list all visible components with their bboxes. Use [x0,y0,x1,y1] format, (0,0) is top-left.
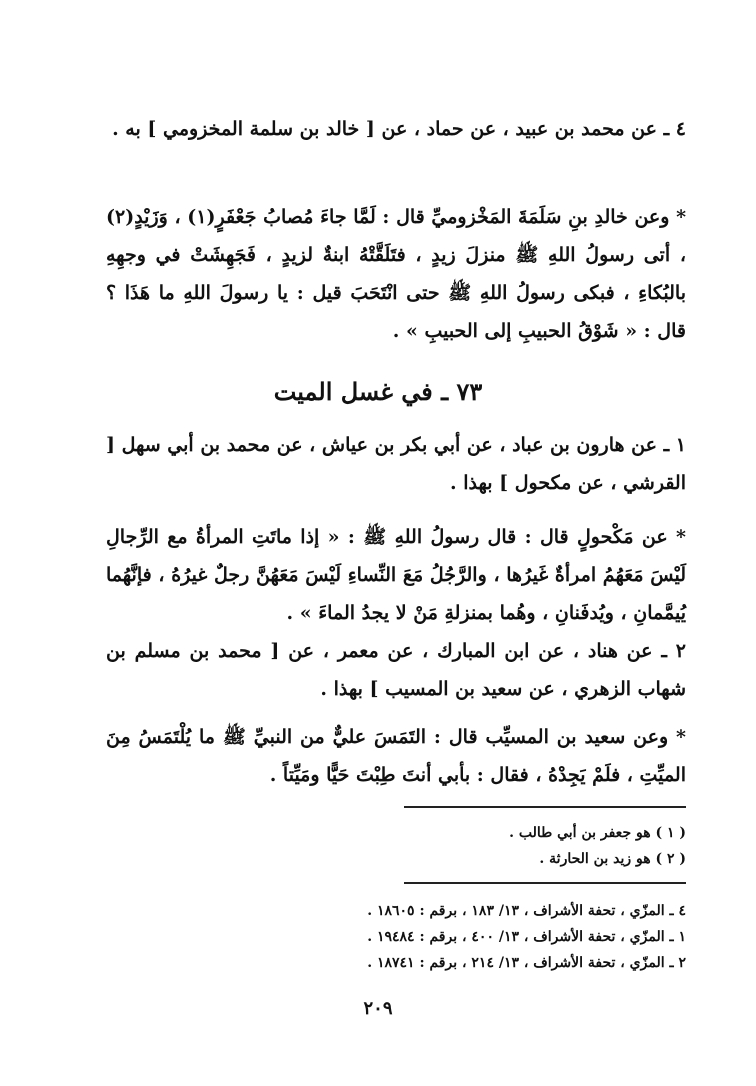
footnote: ( ١ ) هو جعفر بن أبي طالب . [509,825,686,841]
page-number: ٢٠٩ [363,998,393,1019]
footnote-divider [404,806,686,808]
reference-line: ١ ـ المزّي ، تحفة الأشراف ، ١٣/ ٤٠٠ ، برقم : ١٩٤٨٤ . [367,929,686,945]
references-divider [404,882,686,884]
hadith-chain-paragraph: ٤ ـ عن محمد بن عبيد ، عن حماد ، عن [ خالد بن سلمة المخزومي ] به . [112,118,686,140]
footnote: ( ٢ ) هو زيد بن الحارثة . [539,851,686,867]
hadith-chain-paragraph: ١ ـ عن هارون بن عباد ، عن أبي بكر بن عياش ، عن محمد بن أبي سهل [ القرشي ، عن مكحول ] بهذا . [106,434,686,494]
footnotes [106,820,686,872]
hadith-text-paragraph: * عن مَكْحولٍ قال : قال رسولُ اللهِ ﷺ : « إذا ماتَتِ المرأةُ مع الرِّجالِ لَيْسَ مَعَهُمُ امرأةٌ غَيرُها ، والرَّجُلُ مَعَ النِّساءِ لَيْسَ مَعَهُنَّ رجلٌ غيرُهُ ، فإنَّهُما يُيمَّمانِ ، ويُدفَنانِ ، وهُما بمنزلةِ مَنْ لا يجدُ الماءَ » . [106,526,686,624]
hadith-text-paragraph: * وعن خالدِ بنِ سَلَمَةَ المَخْزوميِّ قال : لَمَّا جاءَ مُصابُ جَعْفَرٍ(١) ، وَزَيْدٍ(٢) ، أتى رسولُ اللهِ ﷺ منزلَ زيدٍ ، فتَلَقَّتْهُ ابنةٌ لزيدٍ ، فَجَهِشَتْ في وجهِهِ بالبُكاءِ ، فبكى رسولُ اللهِ ﷺ حتى انْتَحَبَ قيل : يا رسولَ اللهِ ما هَذَا ؟ قال : « شَوْقُ الحبيبِ إلى الحبيبِ » . [106,206,687,342]
hadith-text-paragraph: * وعن سعيد بن المسيِّب قال : التَمَسَ عليٌّ من النبيِّ ﷺ ما يُلْتَمَسُ مِنَ الميِّتِ ، فلَمْ يَجِدْهُ ، فقال : بأبي أنتَ طِبْتَ حَيًّا ومَيِّتاً . [106,726,686,786]
reference-line: ٢ ـ المزّي ، تحفة الأشراف ، ١٣/ ٢١٤ ، برقم : ١٨٧٤١ . [367,955,686,971]
hadith-chain-paragraph: ٢ ـ عن هناد ، عن ابن المبارك ، عن معمر ، عن [ محمد بن مسلم بن شهاب الزهري ، عن سعيد بن المسيب ] بهذا . [106,640,686,700]
chapter-heading: ٧٣ ـ في غسل الميت [273,377,483,406]
references [106,898,686,976]
reference-line: ٤ ـ المزّي ، تحفة الأشراف ، ١٣/ ١٨٣ ، برقم : ١٨٦٠٥ . [367,903,686,919]
